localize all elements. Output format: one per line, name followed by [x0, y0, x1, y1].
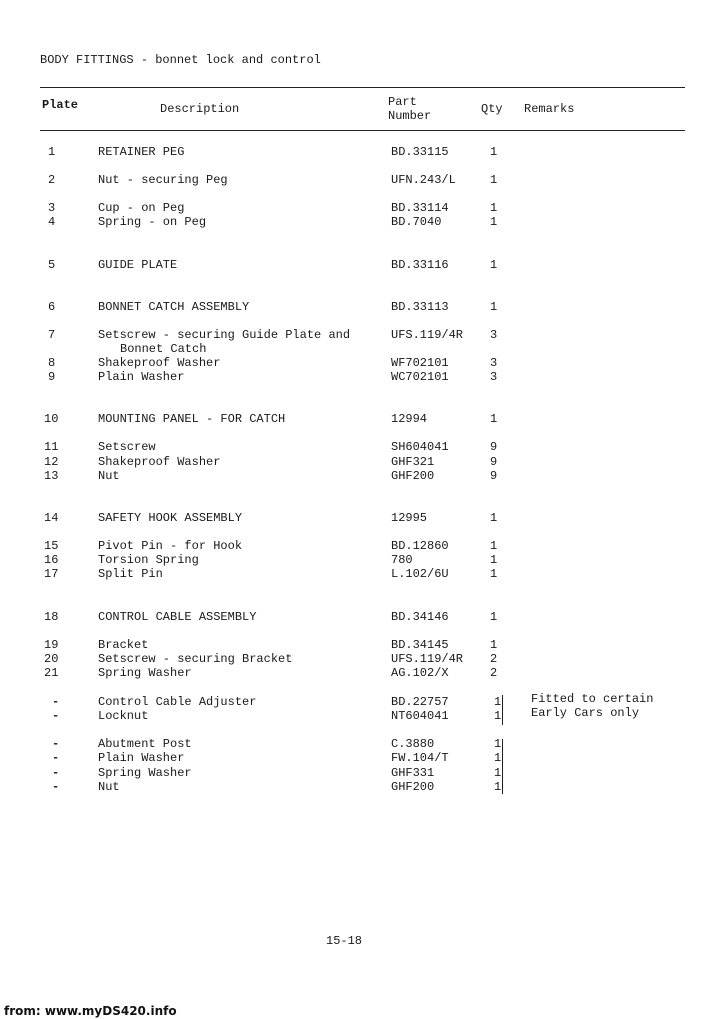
plate-number: 13 [44, 469, 59, 483]
quantity: 1 [494, 709, 502, 723]
plate-number: 12 [44, 455, 59, 469]
plate-number: 17 [44, 567, 59, 581]
plate-number: 11 [44, 440, 59, 454]
item-description: Setscrew - securing Bracket [98, 652, 293, 666]
item-description: RETAINER PEG [98, 145, 185, 159]
plate-number: 3 [48, 201, 56, 215]
plate-number: 5 [48, 258, 56, 272]
item-description: Nut - securing Peg [98, 173, 228, 187]
item-description: Spring Washer [98, 766, 192, 780]
remarks-note: Fitted to certain [531, 692, 654, 706]
part-number: UFS.119/4R [391, 328, 464, 342]
part-number: L.102/6U [391, 567, 449, 581]
part-number: 780 [391, 553, 413, 567]
plate-number: 18 [44, 610, 59, 624]
plate-number: 21 [44, 666, 59, 680]
quantity: 3 [490, 356, 498, 370]
part-number: GHF200 [391, 469, 435, 483]
quantity: 9 [490, 440, 498, 454]
part-number: WC702101 [391, 370, 449, 384]
part-number: BD.33115 [391, 145, 449, 159]
plate-number: - [52, 695, 60, 709]
quantity: 9 [490, 455, 498, 469]
plate-number: 8 [48, 356, 56, 370]
item-description-cont: Bonnet Catch [120, 342, 207, 356]
remarks-bracket-line-1 [502, 695, 503, 725]
quantity: 1 [490, 173, 498, 187]
page-title: BODY FITTINGS - bonnet lock and control [40, 53, 321, 67]
item-description: CONTROL CABLE ASSEMBLY [98, 610, 257, 624]
header-part: Part [388, 95, 417, 109]
plate-number: 20 [44, 652, 59, 666]
part-number: BD.34145 [391, 638, 449, 652]
part-number: BD.22757 [391, 695, 449, 709]
quantity: 2 [490, 652, 498, 666]
part-number: FW.104/T [391, 751, 449, 765]
quantity: 3 [490, 328, 498, 342]
part-number: GHF200 [391, 780, 435, 794]
remarks-note: Early Cars only [531, 706, 640, 720]
quantity: 1 [494, 695, 502, 709]
plate-number: 2 [48, 173, 56, 187]
quantity: 1 [490, 553, 498, 567]
plate-number: 1 [48, 145, 56, 159]
header-qty: Qty [481, 102, 503, 116]
plate-number: 10 [44, 412, 59, 426]
part-number: BD.12860 [391, 539, 449, 553]
item-description: Plain Washer [98, 751, 185, 765]
part-number: BD.34146 [391, 610, 449, 624]
quantity: 1 [490, 539, 498, 553]
quantity: 1 [494, 780, 502, 794]
quantity: 1 [490, 638, 498, 652]
part-number: 12994 [391, 412, 428, 426]
part-number: BD.7040 [391, 215, 442, 229]
quantity: 1 [490, 258, 498, 272]
part-number: BD.33113 [391, 300, 449, 314]
item-description: Split Pin [98, 567, 163, 581]
item-description: Shakeproof Washer [98, 455, 221, 469]
part-number: C.3880 [391, 737, 435, 751]
plate-number: - [52, 737, 60, 751]
item-description: Setscrew - securing Guide Plate and [98, 328, 351, 342]
plate-number: 7 [48, 328, 56, 342]
quantity: 1 [490, 412, 498, 426]
item-description: Bracket [98, 638, 149, 652]
plate-number: 4 [48, 215, 56, 229]
quantity: 3 [490, 370, 498, 384]
remarks-bracket-line-2 [502, 739, 503, 794]
item-description: Locknut [98, 709, 149, 723]
item-description: Nut [98, 469, 120, 483]
item-description: MOUNTING PANEL - FOR CATCH [98, 412, 286, 426]
header-remarks: Remarks [524, 102, 575, 116]
quantity: 9 [490, 469, 498, 483]
quantity: 1 [490, 215, 498, 229]
part-number: SH604041 [391, 440, 449, 454]
quantity: 1 [490, 567, 498, 581]
part-number: WF702101 [391, 356, 449, 370]
quantity: 1 [494, 737, 502, 751]
part-number: 12995 [391, 511, 428, 525]
plate-number: 6 [48, 300, 56, 314]
part-number: GHF331 [391, 766, 435, 780]
quantity: 1 [490, 511, 498, 525]
plate-number: 14 [44, 511, 59, 525]
item-description: Spring Washer [98, 666, 192, 680]
plate-number: - [52, 751, 60, 765]
item-description: Pivot Pin - for Hook [98, 539, 243, 553]
part-number: BD.33116 [391, 258, 449, 272]
page-number: 15-18 [326, 934, 363, 948]
plate-number: 16 [44, 553, 59, 567]
plate-number: - [52, 780, 60, 794]
header-description: Description [160, 102, 240, 116]
quantity: 1 [494, 751, 502, 765]
item-description: GUIDE PLATE [98, 258, 178, 272]
part-number: UFN.243/L [391, 173, 456, 187]
item-description: SAFETY HOOK ASSEMBLY [98, 511, 243, 525]
plate-number: 15 [44, 539, 59, 553]
quantity: 1 [490, 300, 498, 314]
item-description: Cup - on Peg [98, 201, 185, 215]
item-description: Nut [98, 780, 120, 794]
item-description: Plain Washer [98, 370, 185, 384]
plate-number: - [52, 709, 60, 723]
plate-number: 9 [48, 370, 56, 384]
quantity: 1 [494, 766, 502, 780]
item-description: BONNET CATCH ASSEMBLY [98, 300, 250, 314]
item-description: Spring - on Peg [98, 215, 207, 229]
item-description: Setscrew [98, 440, 156, 454]
part-number: NT604041 [391, 709, 449, 723]
quantity: 1 [490, 145, 498, 159]
item-description: Torsion Spring [98, 553, 199, 567]
header-plate: Plate [42, 98, 79, 112]
quantity: 2 [490, 666, 498, 680]
source-footer: from: www.myDS420.info [4, 1004, 177, 1018]
quantity: 1 [490, 610, 498, 624]
header-top-rule [40, 87, 685, 88]
quantity: 1 [490, 201, 498, 215]
plate-number: - [52, 766, 60, 780]
item-description: Abutment Post [98, 737, 192, 751]
plate-number: 19 [44, 638, 59, 652]
part-number: GHF321 [391, 455, 435, 469]
part-number: AG.102/X [391, 666, 449, 680]
header-part-number: Number [388, 109, 432, 123]
header-bottom-rule [40, 130, 685, 131]
item-description: Control Cable Adjuster [98, 695, 257, 709]
part-number: UFS.119/4R [391, 652, 464, 666]
item-description: Shakeproof Washer [98, 356, 221, 370]
part-number: BD.33114 [391, 201, 449, 215]
